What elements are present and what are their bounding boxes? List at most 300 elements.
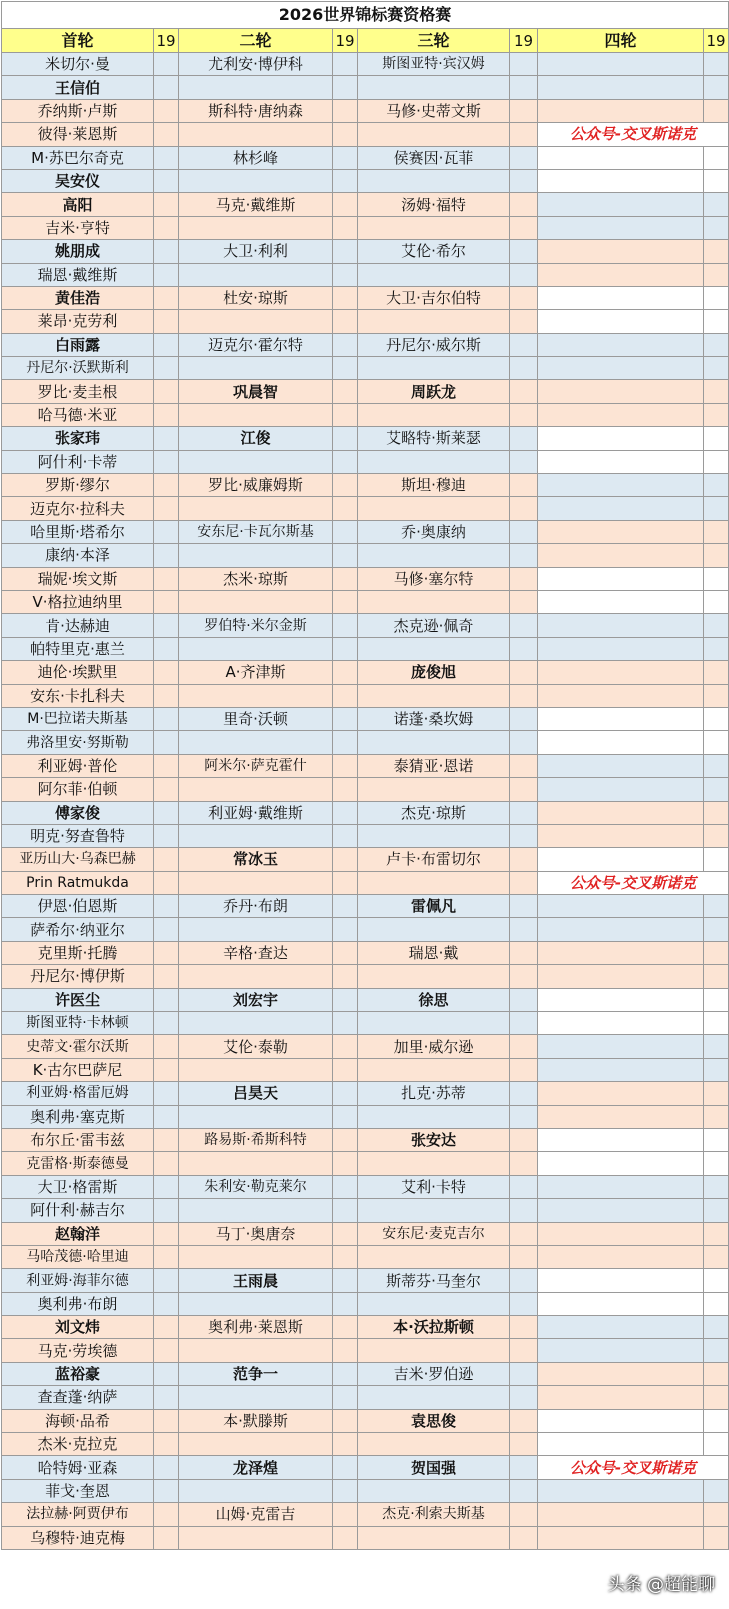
round-4-score: [704, 1409, 729, 1432]
round-2-score: [333, 1292, 358, 1315]
round-4-score: [704, 754, 729, 777]
round-3-score: [510, 918, 538, 941]
round-2-score: [333, 801, 358, 824]
round-4-slot: [538, 1175, 704, 1198]
round-4-score: [704, 240, 729, 263]
round-4-slot: [538, 1128, 704, 1151]
table-row: [2, 1152, 729, 1175]
table-row: [2, 520, 729, 543]
round-3-score: [510, 240, 538, 263]
round-1-score: [154, 1292, 179, 1315]
round-2-player: 马克·戴维斯: [179, 193, 333, 216]
round-2-player: [179, 1339, 333, 1362]
round-4-slot: [538, 1222, 704, 1245]
round-2-player: 本·默滕斯: [179, 1409, 333, 1432]
round-2-score: [333, 1128, 358, 1151]
round-3-player: [358, 310, 510, 333]
round-3-score: [510, 1035, 538, 1058]
round-2-score: [333, 1035, 358, 1058]
round-4-score: [704, 99, 729, 122]
round-1-score: [154, 707, 179, 730]
round-1-player: 杰米·克拉克: [2, 1433, 154, 1456]
table-row: [2, 637, 729, 660]
round-1-player: 罗比·麦圭根: [2, 380, 154, 403]
round-2-player: [179, 403, 333, 426]
table-row: [2, 731, 729, 754]
round-1-score: [154, 871, 179, 894]
round-4-score: [704, 357, 729, 380]
header-round-2: 二轮: [179, 29, 333, 53]
round-4-slot: [538, 1012, 704, 1035]
table-row: [2, 146, 729, 169]
round-2-score: [333, 988, 358, 1011]
round-3-score: [510, 1362, 538, 1385]
round-2-player: 利亚姆·戴维斯: [179, 801, 333, 824]
round-3-player: 安东尼·麦克吉尔: [358, 1222, 510, 1245]
round-3-score: [510, 567, 538, 590]
table-row: [2, 1245, 729, 1268]
round-1-player: 马哈茂德·哈里迪: [2, 1245, 154, 1268]
round-3-score: [510, 848, 538, 871]
round-2-player: [179, 216, 333, 239]
round-2-player: [179, 263, 333, 286]
watermark-cell: [538, 871, 729, 894]
round-1-score: [154, 1245, 179, 1268]
round-2-score: [333, 123, 358, 146]
round-2-player: 安东尼·卡瓦尔斯基: [179, 520, 333, 543]
table-row: [2, 1269, 729, 1292]
round-1-player: 奥利弗·塞克斯: [2, 1105, 154, 1128]
round-4-slot: [538, 76, 704, 99]
table-row: [2, 1082, 729, 1105]
round-1-player: 白雨露: [2, 333, 154, 356]
round-1-player: 法拉赫·阿贾伊布: [2, 1503, 154, 1526]
round-1-player: 王信伯: [2, 76, 154, 99]
round-1-player: 许医尘: [2, 988, 154, 1011]
round-4-slot: [538, 1339, 704, 1362]
table-row: [2, 450, 729, 473]
round-2-score: [333, 614, 358, 637]
round-2-player: 路易斯·希斯科特: [179, 1128, 333, 1151]
table-row: [2, 1105, 729, 1128]
round-2-score: [333, 941, 358, 964]
round-2-player: [179, 918, 333, 941]
round-4-score: [704, 1269, 729, 1292]
round-1-score: [154, 1339, 179, 1362]
round-1-player: 姚朋成: [2, 240, 154, 263]
round-3-score: [510, 216, 538, 239]
round-3-player: [358, 1292, 510, 1315]
round-3-player: [358, 1058, 510, 1081]
table-row: [2, 357, 729, 380]
round-3-player: 周跃龙: [358, 380, 510, 403]
table-row: [2, 941, 729, 964]
round-1-player: 吉米·亨特: [2, 216, 154, 239]
round-3-score: [510, 1409, 538, 1432]
round-4-slot: [538, 778, 704, 801]
round-2-player: [179, 1526, 333, 1549]
round-1-score: [154, 310, 179, 333]
table-row: [2, 380, 729, 403]
table-row: [2, 216, 729, 239]
round-4-score: [704, 1362, 729, 1385]
round-3-player: 杰克·利索夫斯基: [358, 1503, 510, 1526]
round-2-player: 林杉峰: [179, 146, 333, 169]
watermark-cell: [538, 1456, 729, 1479]
round-3-score: [510, 99, 538, 122]
round-2-player: 尤利安·博伊科: [179, 53, 333, 76]
round-3-player: 大卫·吉尔伯特: [358, 286, 510, 309]
round-3-player: [358, 357, 510, 380]
round-3-player: [358, 169, 510, 192]
table-row: [2, 1339, 729, 1362]
round-4-slot: [538, 427, 704, 450]
round-2-score: [333, 76, 358, 99]
round-1-player: 大卫·格雷斯: [2, 1175, 154, 1198]
table-row: [2, 474, 729, 497]
round-4-score: [704, 1316, 729, 1339]
round-3-score: [510, 1292, 538, 1315]
table-row: [2, 1479, 729, 1502]
round-2-score: [333, 1082, 358, 1105]
round-3-score: [510, 544, 538, 567]
round-4-score: [704, 637, 729, 660]
round-1-score: [154, 333, 179, 356]
round-3-score: [510, 590, 538, 613]
round-3-player: 斯坦·穆迪: [358, 474, 510, 497]
round-4-score: [704, 1199, 729, 1222]
round-1-score: [154, 1152, 179, 1175]
round-2-player: 杜安·琼斯: [179, 286, 333, 309]
table-row: [2, 53, 729, 76]
round-2-score: [333, 1339, 358, 1362]
round-2-score: [333, 1386, 358, 1409]
round-2-player: [179, 731, 333, 754]
round-4-slot: [538, 1433, 704, 1456]
table-row: [2, 918, 729, 941]
round-3-score: [510, 778, 538, 801]
round-1-player: 阿什利·卡蒂: [2, 450, 154, 473]
round-3-player: [358, 450, 510, 473]
round-4-score: [704, 286, 729, 309]
round-3-player: [358, 403, 510, 426]
round-1-score: [154, 637, 179, 660]
round-2-player: [179, 1433, 333, 1456]
header-round-1-num: 19: [154, 29, 179, 53]
round-4-score: [704, 1386, 729, 1409]
round-3-score: [510, 193, 538, 216]
table-row: [2, 614, 729, 637]
table-row: [2, 286, 729, 309]
round-3-player: 庞俊旭: [358, 661, 510, 684]
table-row: [2, 661, 729, 684]
table-row: [2, 123, 729, 146]
round-3-score: [510, 1082, 538, 1105]
round-2-player: 范争一: [179, 1362, 333, 1385]
table-row: [2, 240, 729, 263]
round-3-score: [510, 310, 538, 333]
round-1-player: 莱昂·克劳利: [2, 310, 154, 333]
round-2-player: [179, 965, 333, 988]
round-4-slot: [538, 380, 704, 403]
table-row: [2, 333, 729, 356]
round-4-score: [704, 1105, 729, 1128]
round-3-player: 卢卡·布雷切尔: [358, 848, 510, 871]
round-2-player: [179, 544, 333, 567]
round-4-slot: [538, 1105, 704, 1128]
round-2-player: 江俊: [179, 427, 333, 450]
round-3-player: [358, 684, 510, 707]
round-1-player: 瑞恩·戴维斯: [2, 263, 154, 286]
table-row: [2, 497, 729, 520]
round-3-score: [510, 731, 538, 754]
table-row: [2, 895, 729, 918]
round-2-score: [333, 216, 358, 239]
round-3-player: [358, 637, 510, 660]
round-2-player: [179, 1058, 333, 1081]
round-1-score: [154, 824, 179, 847]
round-3-player: 徐思: [358, 988, 510, 1011]
round-4-score: [704, 497, 729, 520]
round-1-score: [154, 590, 179, 613]
round-4-slot: [538, 1292, 704, 1315]
round-2-score: [333, 1175, 358, 1198]
round-2-score: [333, 169, 358, 192]
round-4-score: [704, 1339, 729, 1362]
round-4-score: [704, 614, 729, 637]
round-4-score: [704, 193, 729, 216]
round-4-score: [704, 1503, 729, 1526]
round-3-player: [358, 1012, 510, 1035]
round-1-player: 蓝裕豪: [2, 1362, 154, 1385]
round-2-player: 辛格·查达: [179, 941, 333, 964]
round-2-score: [333, 357, 358, 380]
round-3-score: [510, 1175, 538, 1198]
round-1-score: [154, 1012, 179, 1035]
round-4-slot: [538, 661, 704, 684]
header-round-3: 三轮: [358, 29, 510, 53]
round-2-score: [333, 1058, 358, 1081]
round-1-score: [154, 731, 179, 754]
round-1-score: [154, 1035, 179, 1058]
round-4-slot: [538, 684, 704, 707]
round-3-score: [510, 614, 538, 637]
round-3-score: [510, 497, 538, 520]
round-4-score: [704, 1175, 729, 1198]
round-3-score: [510, 707, 538, 730]
round-1-score: [154, 684, 179, 707]
round-1-score: [154, 1199, 179, 1222]
round-4-slot: [538, 474, 704, 497]
round-3-player: [358, 918, 510, 941]
round-2-score: [333, 918, 358, 941]
round-4-score: [704, 53, 729, 76]
round-4-score: [704, 333, 729, 356]
round-1-score: [154, 357, 179, 380]
round-4-slot: [538, 1409, 704, 1432]
round-2-player: [179, 450, 333, 473]
round-3-player: [358, 1199, 510, 1222]
round-4-score: [704, 263, 729, 286]
round-3-score: [510, 474, 538, 497]
watermark-cell: [538, 123, 729, 146]
round-2-score: [333, 310, 358, 333]
table-row: [2, 567, 729, 590]
header-round-1: 首轮: [2, 29, 154, 53]
table-row: [2, 1058, 729, 1081]
round-3-score: [510, 1269, 538, 1292]
round-2-score: [333, 263, 358, 286]
round-2-score: [333, 99, 358, 122]
sheet-title: 2026世界锦标赛资格赛: [2, 2, 729, 29]
round-4-score: [704, 169, 729, 192]
round-1-score: [154, 895, 179, 918]
round-3-player: [358, 1386, 510, 1409]
round-4-slot: [538, 1503, 704, 1526]
round-2-score: [333, 567, 358, 590]
round-3-player: [358, 1433, 510, 1456]
round-4-slot: [538, 590, 704, 613]
round-1-score: [154, 754, 179, 777]
round-1-score: [154, 544, 179, 567]
table-row: [2, 1409, 729, 1432]
round-2-player: 巩晨智: [179, 380, 333, 403]
table-row: [2, 193, 729, 216]
round-3-player: 吉米·罗伯逊: [358, 1362, 510, 1385]
round-1-player: 马克·劳埃德: [2, 1339, 154, 1362]
round-3-score: [510, 1058, 538, 1081]
table-row: [2, 871, 729, 894]
round-4-score: [704, 801, 729, 824]
round-4-slot: [538, 1082, 704, 1105]
round-3-score: [510, 286, 538, 309]
round-2-score: [333, 1433, 358, 1456]
round-4-slot: [538, 544, 704, 567]
round-1-player: 查查蓬·纳萨: [2, 1386, 154, 1409]
round-4-slot: [538, 1035, 704, 1058]
round-1-score: [154, 520, 179, 543]
round-2-score: [333, 871, 358, 894]
round-4-score: [704, 824, 729, 847]
round-3-player: 张安达: [358, 1128, 510, 1151]
round-3-player: 丹尼尔·威尔斯: [358, 333, 510, 356]
round-2-player: [179, 824, 333, 847]
round-3-score: [510, 1222, 538, 1245]
round-3-score: [510, 1503, 538, 1526]
round-2-score: [333, 824, 358, 847]
table-row: [2, 965, 729, 988]
round-1-score: [154, 1082, 179, 1105]
round-1-player: 彼得·莱恩斯: [2, 123, 154, 146]
round-1-score: [154, 497, 179, 520]
round-3-score: [510, 1245, 538, 1268]
round-1-player: 高阳: [2, 193, 154, 216]
round-1-player: 黄佳浩: [2, 286, 154, 309]
round-3-player: 杰克逊·佩奇: [358, 614, 510, 637]
round-4-slot: [538, 263, 704, 286]
round-4-slot: [538, 567, 704, 590]
round-3-score: [510, 941, 538, 964]
round-4-slot: [538, 1386, 704, 1409]
round-2-score: [333, 707, 358, 730]
round-1-score: [154, 380, 179, 403]
round-1-player: 弗洛里安·努斯勒: [2, 731, 154, 754]
round-3-score: [510, 801, 538, 824]
round-3-score: [510, 520, 538, 543]
round-1-player: 安东·卡扎科夫: [2, 684, 154, 707]
round-3-score: [510, 1128, 538, 1151]
round-3-score: [510, 123, 538, 146]
table-row: [2, 1526, 729, 1549]
round-4-slot: [538, 99, 704, 122]
round-3-score: [510, 871, 538, 894]
round-4-score: [704, 1245, 729, 1268]
round-2-score: [333, 1479, 358, 1502]
table-row: [2, 76, 729, 99]
round-1-score: [154, 1269, 179, 1292]
round-4-slot: [538, 848, 704, 871]
round-1-player: 伊恩·伯恩斯: [2, 895, 154, 918]
round-1-score: [154, 1456, 179, 1479]
round-4-slot: [538, 941, 704, 964]
round-2-score: [333, 240, 358, 263]
round-3-player: 斯蒂芬·马奎尔: [358, 1269, 510, 1292]
round-3-player: [358, 1479, 510, 1502]
round-2-player: [179, 871, 333, 894]
round-2-score: [333, 1269, 358, 1292]
table-row: [2, 590, 729, 613]
round-2-player: A·齐津斯: [179, 661, 333, 684]
round-3-score: [510, 1526, 538, 1549]
round-1-player: 利亚姆·普伦: [2, 754, 154, 777]
round-4-slot: [538, 918, 704, 941]
round-2-score: [333, 1199, 358, 1222]
table-row: [2, 684, 729, 707]
round-3-score: [510, 450, 538, 473]
table-row: [2, 1433, 729, 1456]
table-row: [2, 707, 729, 730]
round-4-score: [704, 1012, 729, 1035]
round-4-score: [704, 1526, 729, 1549]
round-4-score: [704, 1128, 729, 1151]
round-2-score: [333, 848, 358, 871]
table-row: [2, 778, 729, 801]
round-2-score: [333, 684, 358, 707]
round-2-score: [333, 731, 358, 754]
round-1-score: [154, 53, 179, 76]
round-3-player: 艾伦·希尔: [358, 240, 510, 263]
round-3-score: [510, 1199, 538, 1222]
round-3-player: 袁思俊: [358, 1409, 510, 1432]
table-row: [2, 848, 729, 871]
round-3-player: [358, 497, 510, 520]
table-row: [2, 427, 729, 450]
round-2-score: [333, 450, 358, 473]
round-2-player: 常冰玉: [179, 848, 333, 871]
round-3-player: 马修·塞尔特: [358, 567, 510, 590]
round-2-score: [333, 1245, 358, 1268]
round-3-player: [358, 76, 510, 99]
round-2-player: 阿米尔·萨克霍什: [179, 754, 333, 777]
round-4-score: [704, 403, 729, 426]
round-2-score: [333, 53, 358, 76]
round-1-player: 哈里斯·塔希尔: [2, 520, 154, 543]
round-1-score: [154, 1058, 179, 1081]
round-4-slot: [538, 1526, 704, 1549]
round-4-score: [704, 76, 729, 99]
round-3-player: 扎克·苏蒂: [358, 1082, 510, 1105]
round-3-player: 加里·威尔逊: [358, 1035, 510, 1058]
